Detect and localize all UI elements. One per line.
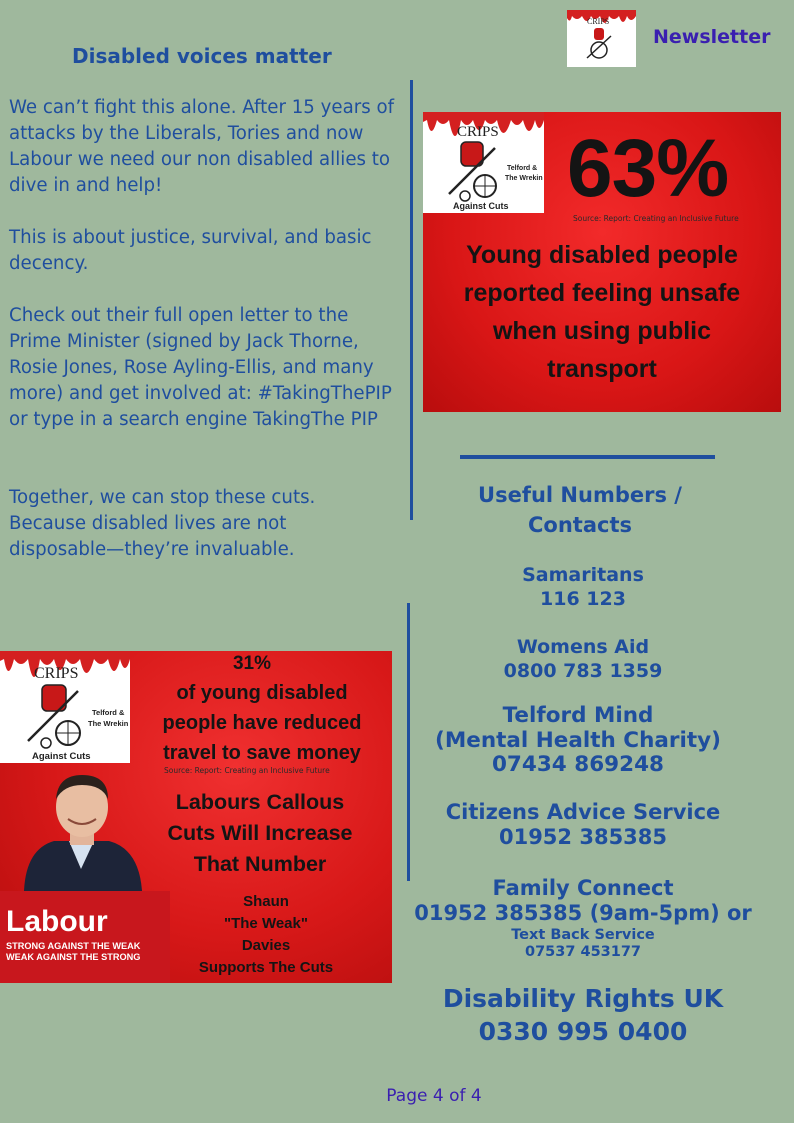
section-title: Disabled voices matter (72, 44, 332, 68)
contact-samaritans (405, 563, 761, 611)
contact-name: Womens Aid (516, 636, 650, 658)
poster-31-stat-line: of young disabled (176, 682, 348, 704)
contact-description: (Mental Health Charity) (435, 727, 721, 753)
contact-disability-rights (405, 982, 761, 1048)
labour-parody-banner (0, 891, 170, 983)
contacts-heading (405, 480, 755, 540)
svg-text:Telford &: Telford & (92, 708, 125, 717)
contacts-heading-line: Contacts (528, 513, 632, 537)
poster-31-stat (132, 678, 392, 768)
crips-logo-icon (0, 651, 130, 763)
contact-telford-mind (400, 704, 756, 778)
contacts-divider (460, 455, 715, 459)
contact-name: Family Connect (492, 876, 674, 900)
poster-31-callout-line: Labours Callous (175, 790, 345, 814)
poster-63-source: Source: Report: Creating an Inclusive Future (573, 214, 739, 223)
contact-citizens-advice (405, 800, 761, 850)
contact-number: 0800 783 1359 (503, 660, 663, 682)
svg-text:Telford &: Telford & (507, 165, 538, 172)
contact-name: Citizens Advice Service (445, 800, 721, 824)
contact-number: 07537 453177 (524, 944, 642, 960)
poster-63-line: Young disabled people (466, 241, 738, 269)
signature-line: Supports The Cuts (198, 959, 334, 976)
newsletter-label: Newsletter (653, 26, 771, 48)
header-crips-logo (567, 10, 636, 67)
contact-number: 0330 995 0400 (478, 1017, 688, 1046)
intro-paragraph: We can’t fight this alone. After 15 years of attacks by the Liberals, Tories and now Labour we need our non disabled allies to dive in and help! (9, 97, 395, 196)
poster-63-line: reported feeling unsafe (463, 279, 741, 307)
poster-31-callout (146, 787, 374, 880)
poster-31-stat-line: travel to save money (163, 742, 361, 764)
svg-text:CRIPS: CRIPS (34, 665, 79, 682)
contact-number: 01952 385385 (9am-5pm) or (414, 901, 752, 925)
contact-family-connect (400, 876, 766, 926)
signature-line: "The Weak" (224, 915, 308, 932)
poster-crips-logo (423, 112, 544, 213)
page-number: Page 4 of 4 (386, 1086, 482, 1106)
contact-name: Text Back Service (511, 927, 655, 943)
contact-name: Samaritans (522, 564, 644, 586)
poster-crips-logo (0, 651, 130, 763)
crips-logo-icon (567, 10, 636, 67)
svg-text:Against Cuts: Against Cuts (453, 201, 509, 211)
labour-tagline (6, 941, 140, 963)
svg-text:The Wrekin: The Wrekin (505, 175, 543, 182)
poster-63-message (423, 236, 781, 388)
svg-text:CRIPS: CRIPS (457, 124, 499, 140)
poster-31-source: Source: Report: Creating an Inclusive Future (164, 766, 330, 775)
poster-63-line: transport (547, 355, 657, 383)
open-letter-paragraph: Check out their full open letter to the Prime Minister (signed by Jack Thorne, Rosie Jones, Rose Ayling-Ellis, and many more) and get involved at: #TakingThePIP or type in a search engine TakingThe PIP (9, 305, 392, 430)
poster-31-callout-line: Cuts Will Increase (167, 821, 353, 845)
svg-text:CRIPS: CRIPS (587, 17, 610, 26)
column-divider-top (410, 80, 413, 520)
poster-31-stat-line: people have reduced (162, 712, 362, 734)
justice-paragraph: This is about justice, survival, and basic decency. (9, 227, 372, 274)
svg-text:Against Cuts: Against Cuts (32, 751, 91, 762)
poster-63-percent (423, 112, 781, 412)
contact-number: 07434 869248 (491, 752, 665, 777)
labour-tagline-line: WEAK AGAINST THE STRONG (6, 952, 141, 962)
contact-womens-aid (405, 635, 761, 683)
svg-text:The Wrekin: The Wrekin (88, 719, 129, 728)
contact-number: 116 123 (540, 588, 626, 610)
stat-31-percent: 31% (232, 653, 272, 674)
contacts-heading-line: Useful Numbers / (478, 483, 682, 507)
poster-31-percent (0, 651, 392, 983)
contact-number: 01952 385385 (498, 825, 668, 849)
poster-63-line: when using public (492, 317, 712, 345)
labour-word: Labour (6, 905, 108, 938)
poster-31-callout-line: That Number (193, 852, 327, 876)
signature-line: Davies (241, 937, 291, 954)
poster-31-signature (186, 891, 346, 979)
contact-text-back (405, 927, 761, 961)
stat-63-percent: 63% (567, 123, 729, 214)
crips-logo-icon (423, 112, 544, 213)
contact-name: Disability Rights UK (442, 984, 724, 1013)
contact-name: Telford Mind (502, 703, 654, 728)
labour-tagline-line: STRONG AGAINST THE WEAK (6, 941, 141, 951)
person-silhouette-icon (14, 769, 149, 891)
closing-paragraph: Together, we can stop these cuts. Because disabled lives are not disposable—they’re invaluable. (9, 487, 316, 560)
politician-photo (14, 769, 149, 891)
signature-line: Shaun (243, 893, 289, 910)
